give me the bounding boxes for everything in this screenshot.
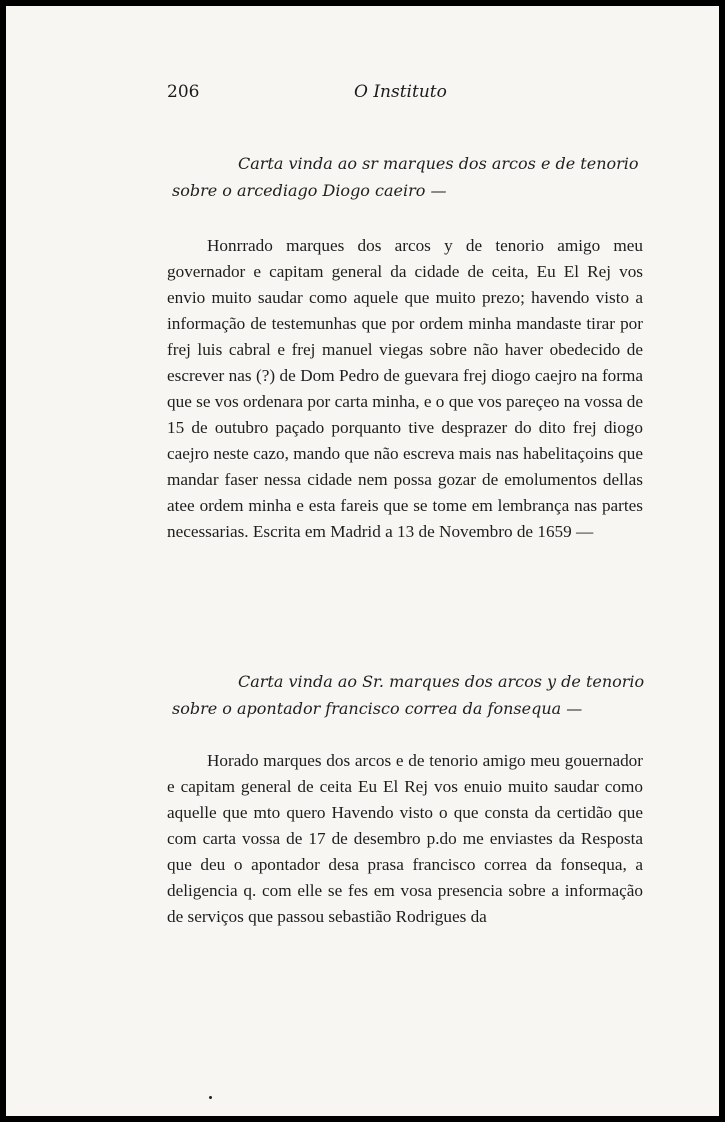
letter-paragraph: Honrrado marques dos arcos y de tenorio amigo meu governador e capitam general da cidade de ceita, Eu El Rej vos envio muito saudar como aquele que muito prezo; havendo visto a informação de testemunhas que por ordem minha mandaste tirar por frej luis cabral e frej manuel viegas sobre não haver obedecido de escrever nas (?) de Dom Pedro de guevara frej diogo caejro na forma que se vos ordenara por carta minha, e o que vos pareçeo na vossa de 15 de outubro paçado porquanto tive desprazer do dito frej diogo caejro neste cazo, mando que não escreva mais nas habelitaçoins que mandar faser nessa cidade nem possa gozar de emolumentos dellas atee ordem minha e esta fareis que se tome em lembrança nas partes necessarias. Escrita em Madrid a 13 de Novembro de 1659 —	[167, 236, 643, 541]
running-title: O Instituto	[354, 82, 447, 102]
letter-title	[172, 668, 644, 722]
page-header	[6, 82, 719, 106]
letter-title	[172, 150, 639, 204]
letter-title-line: sobre o apontador francisco correa da fonsequa —	[172, 699, 583, 718]
letter-body	[167, 748, 643, 930]
letter-paragraph: Horado marques dos arcos e de tenorio amigo meu gouernador e capitam general de ceita Eu El Rej vos enuio muito saudar como aquelle que mto quero Havendo visto o que consta da certidão que com carta vossa de 17 de desembro p.do me enviastes da Resposta que deu o apontador desa prasa francisco correa da fonsequa, a deligencia q. com elle se fes em vosa presencia sobre a informação de serviços que passou sebastião Rodrigues da	[167, 751, 643, 926]
letter-body	[167, 233, 643, 545]
letter-title-line: Carta vinda ao Sr. marques dos arcos y de tenorio	[238, 672, 645, 691]
document-page	[6, 6, 719, 1116]
letter-title-line: Carta vinda ao sr marques dos arcos e de tenorio	[238, 154, 639, 173]
page-number: 206	[167, 82, 200, 102]
letter-title-line: sobre o arcediago Diogo caeiro —	[172, 181, 447, 200]
ink-speck	[209, 1096, 212, 1099]
